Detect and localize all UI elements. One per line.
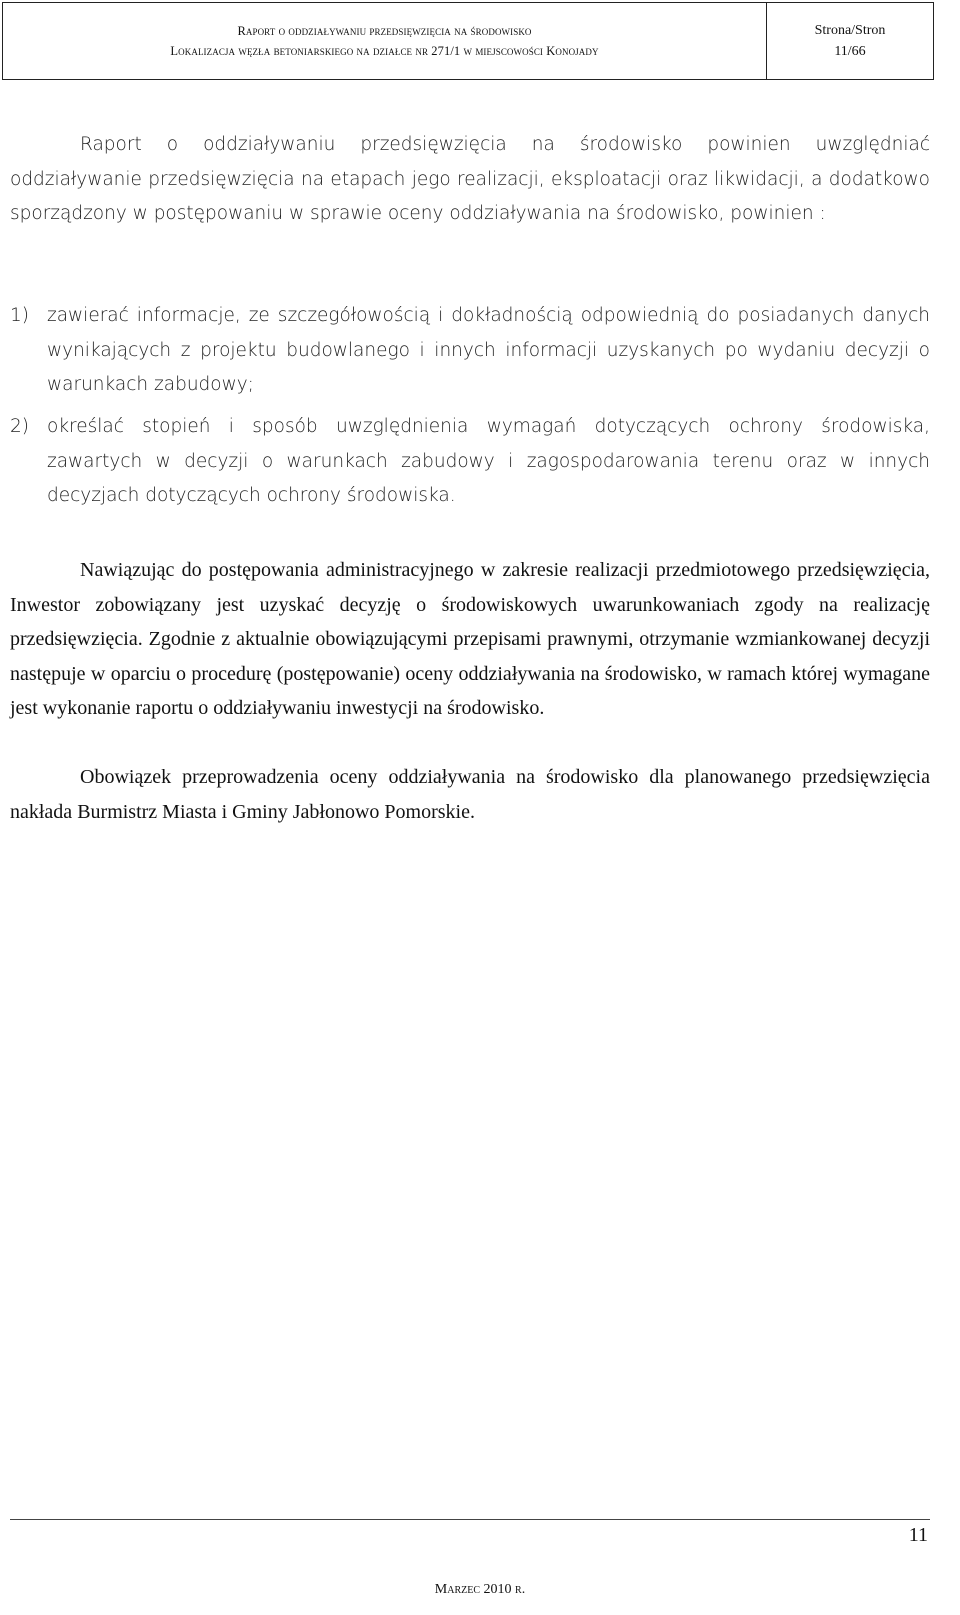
list-item-number: 2) xyxy=(10,416,29,437)
body-paragraph-obligation: Obowiązek przeprowadzenia oceny oddziaływania na środowisko dla planowanego przedsięwzięcia nakłada Burmistrz Miasta i Gminy Jabłonowo Pomorskie. xyxy=(10,766,930,823)
header-title-block xyxy=(3,3,767,79)
header-page-label: Strona/Stron xyxy=(814,23,886,38)
intro-paragraph: Raport o oddziaływaniu przedsięwzięcia na środowisko powinien uwzględniać oddziaływanie przedsięwzięcia na etapach jego realizacji, eksploatacji oraz likwidacji, a dodatkowo sporządzony w postępowaniu w sprawie oceny oddziaływania na środowisko, powinien : xyxy=(10,134,930,224)
footer-page-number: 11 xyxy=(908,1524,928,1546)
header-page-count: 11/66 xyxy=(834,44,866,59)
header-page-block xyxy=(767,3,933,79)
footer-date: Marzec 2010 r. xyxy=(434,1582,526,1597)
header-title-line1: Raport o oddziaływaniu przedsięwzięcia na środowisko xyxy=(237,24,532,38)
header-title-line2: Lokalizacja węzła betoniarskiego na działce nr 271/1 w miejscowości Konojady xyxy=(170,44,599,58)
list-item-text: zawierać informacje, ze szczegółowością i dokładnością odpowiednią do posiadanych danych wynikających z projektu budowlanego i innych informacji uzyskanych po wydaniu decyzji o warunkach zabudowy; xyxy=(47,305,930,395)
footer-divider xyxy=(10,1519,930,1520)
body-paragraph-procedure: Nawiązując do postępowania administracyjnego w zakresie realizacji przedmiotowego przedsięwzięcia, Inwestor zobowiązany jest uzyskać decyzję o środowiskowych uwarunkowaniach zgody na realizację przedsięwzięcia. Zgodnie z aktualnie obowiązującymi przepisami prawnymi, otrzymanie wzmiankowanej decyzji następuje w oparciu o procedurę (postępowanie) oceny oddziaływania na środowisko, w ramach której wymagane jest wykonanie raportu o oddziaływaniu inwestycji na środowisko. xyxy=(10,559,930,719)
list-item xyxy=(10,410,930,514)
list-item-number: 1) xyxy=(10,305,29,326)
list-item-text: określać stopień i sposób uwzględnienia wymagań dotyczących ochrony środowiska, zawartych w decyzji o warunkach zabudowy i zagospodarowania terenu oraz w innych decyzjach dotyczących ochrony środowiska. xyxy=(47,416,930,506)
list-item xyxy=(10,299,930,403)
page-header xyxy=(2,2,934,80)
